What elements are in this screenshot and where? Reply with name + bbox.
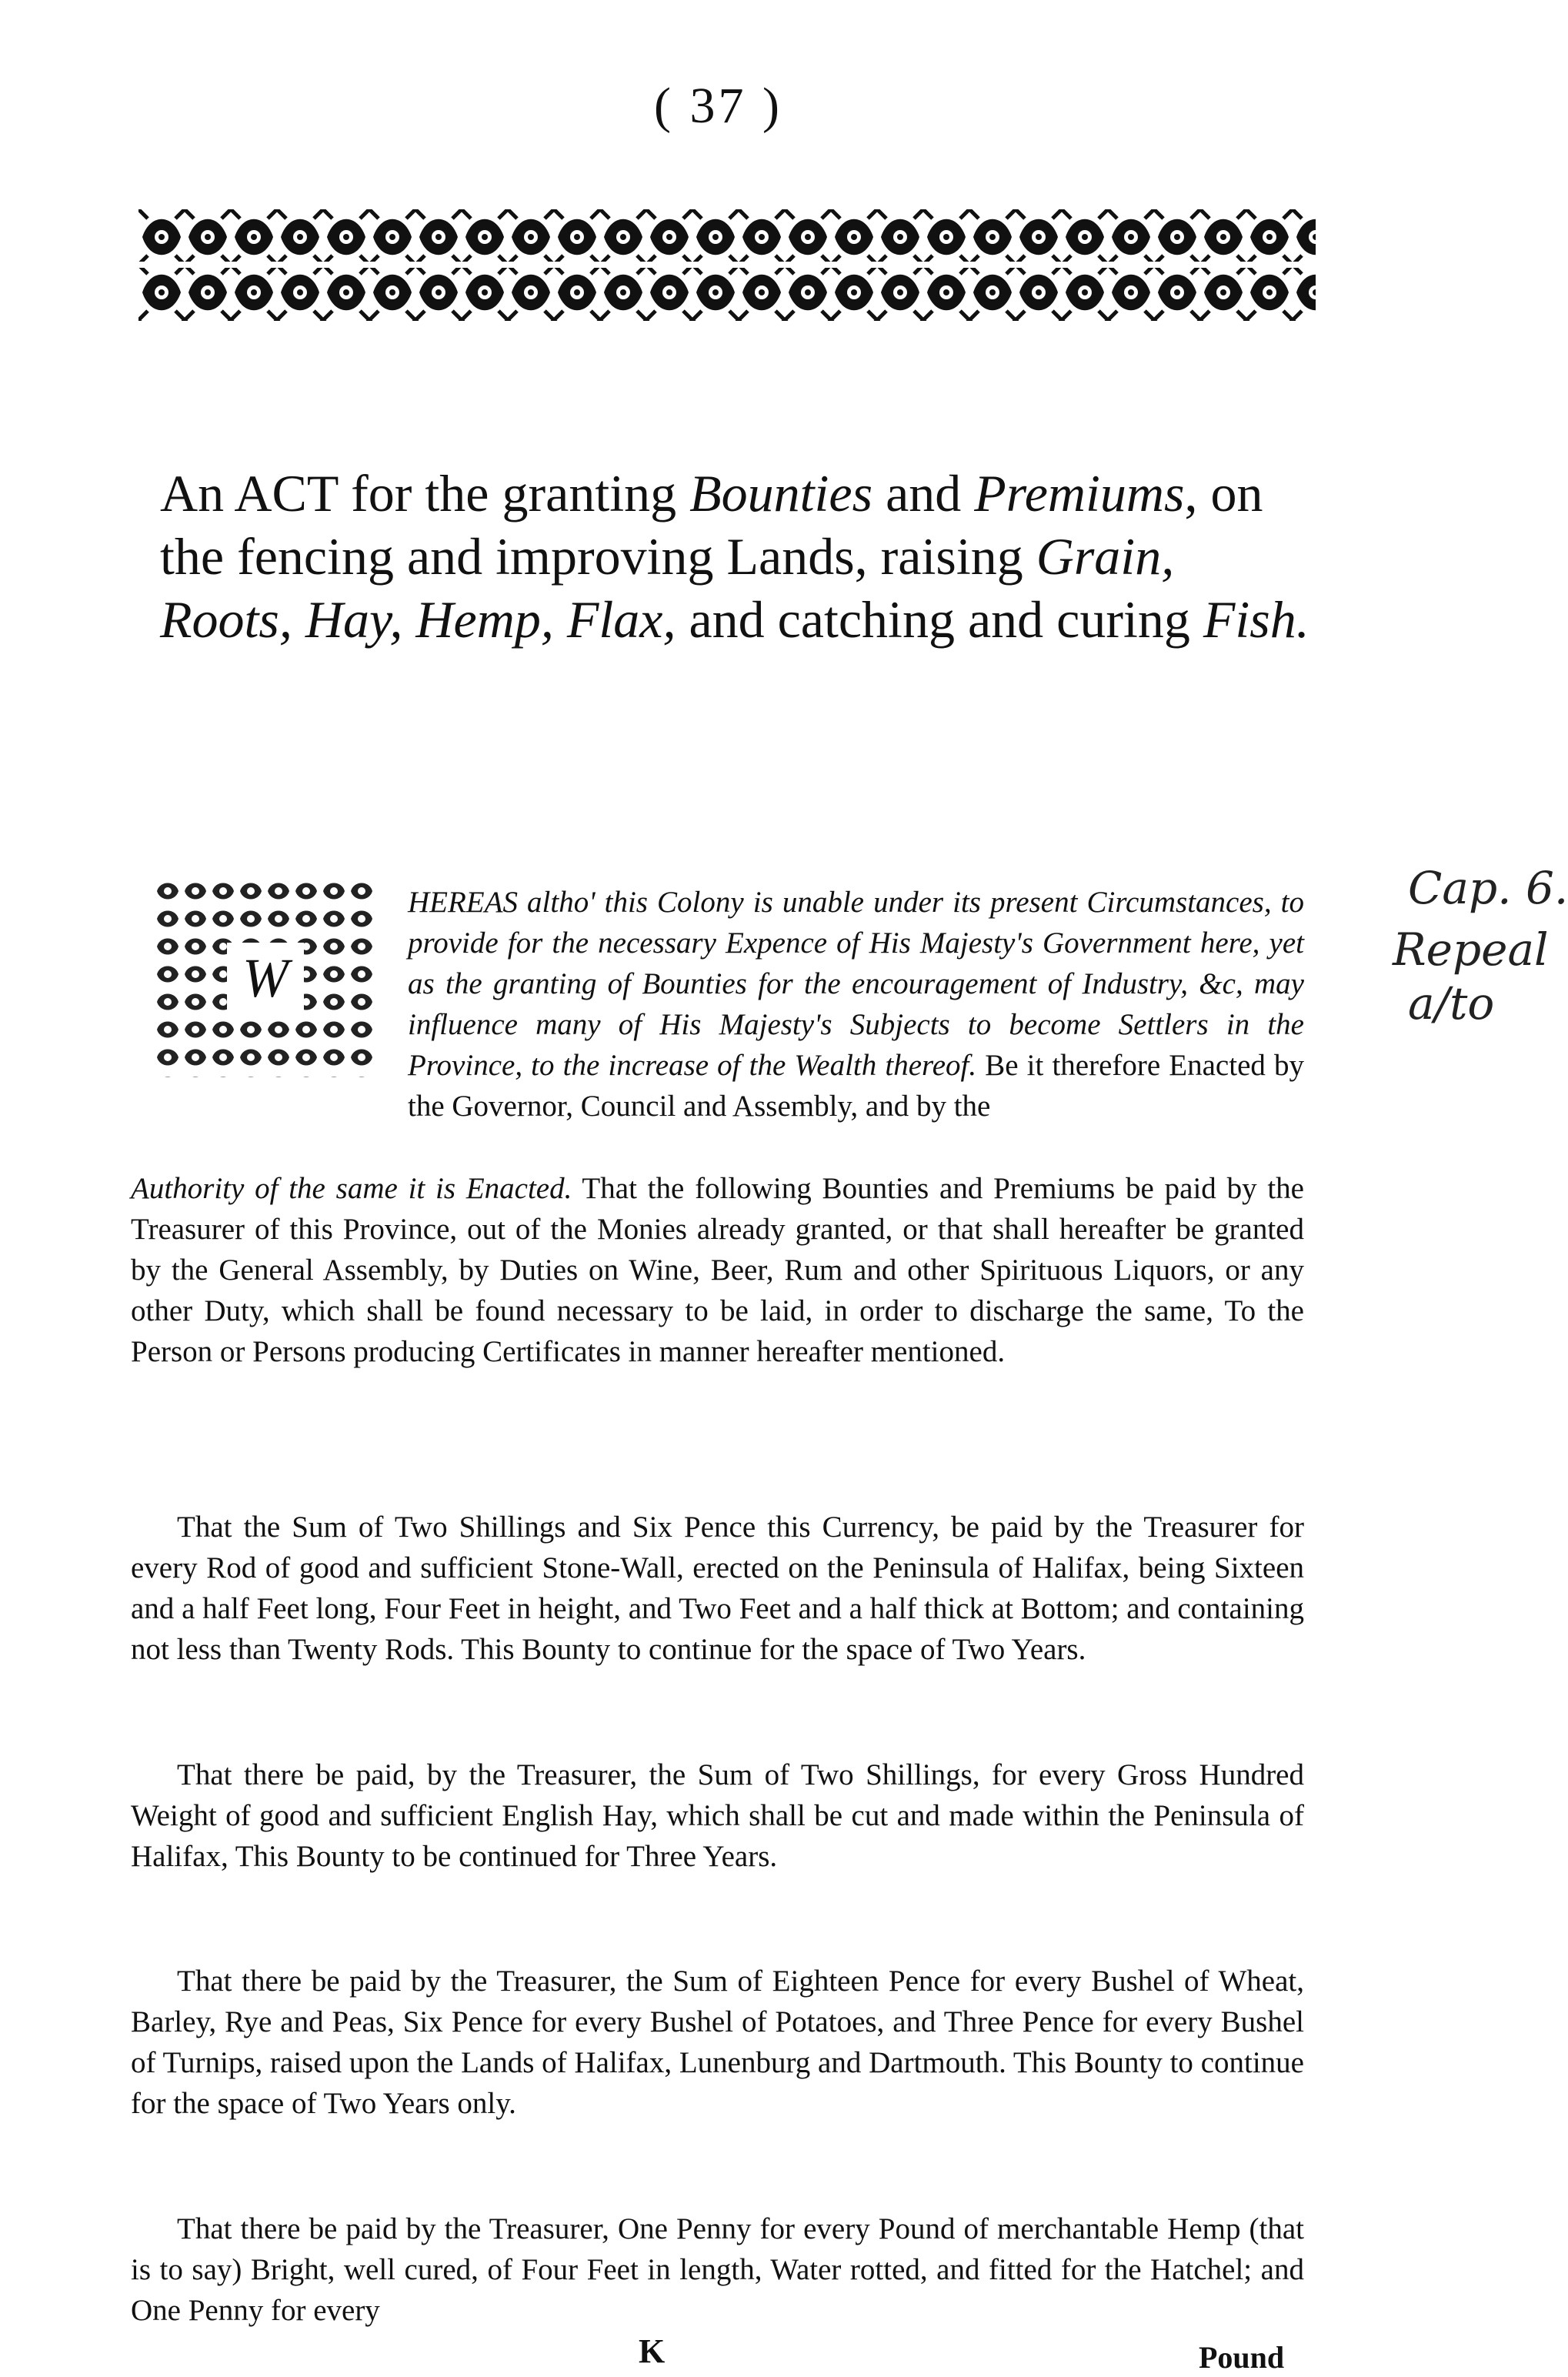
- title-bounties: Bounties: [689, 464, 873, 522]
- title-mid2: , on the fencing and improving Lands, raising: [160, 464, 1263, 586]
- title-lead: An ACT for the granting: [160, 464, 690, 522]
- title-mid1: and: [872, 464, 975, 522]
- title-mid3: and catching and curing: [676, 590, 1203, 649]
- title-fish: Fish.: [1203, 590, 1309, 649]
- ornament-band: [138, 209, 1316, 321]
- dropcap-letter: W: [242, 947, 289, 1009]
- marginal-note-line3: a/to: [1408, 977, 1495, 1030]
- preamble-cont-italic: Authority of the same it is Enacted.: [131, 1172, 572, 1205]
- title-items: Grain, Roots, Hay, Hemp, Flax,: [160, 527, 1175, 649]
- marginal-note-line2: Repeal: [1393, 923, 1549, 976]
- marginal-note: [1377, 862, 1568, 1062]
- preamble-italic: HEREAS altho' this Colony is unable under its present Circumstances, to provide for the necessary Expence of His Majesty's Government here, yet as the granting of Bounties for the encouragement of Industry, &c, may influence many of His Majesty's Subjects to become Settlers in the Province, to the increase of the Wealth thereof.: [408, 886, 1304, 1082]
- preamble-enact: Be it therefore Enacted by the Governor, Council and Assembly, and by the: [408, 1049, 1304, 1123]
- title-premiums: Premiums: [974, 464, 1185, 522]
- signature-mark: K: [639, 2332, 666, 2370]
- preamble-cont-text: That the following Bounties and Premiums be paid by the Treasurer of this Province, out of the Monies already granted, or that shall hereafter be granted by the General Assembly, by Duties on Wine, Beer, Rum and other Spirituous Liquors, or any other Duty, which shall be found necessary to be laid, in order to discharge the same, To the Person or Persons producing Certificates in manner hereafter mentioned.: [131, 1172, 1304, 1368]
- paragraph-hemp: That there be paid by the Treasurer, One Penny for every Pound of merchantable Hemp (that is to say) Bright, well cured, of Four Feet in length, Water rotted, and fitted for the Hatchel; and One Penny for every: [131, 2212, 1304, 2327]
- dropcap-ornament: [154, 877, 377, 1077]
- preamble: [408, 882, 1304, 1127]
- marginal-note-line1: Cap. 6.: [1408, 862, 1568, 914]
- act-title: [160, 462, 1314, 651]
- page-number: ( 37 ): [654, 78, 782, 134]
- paragraph-grain-roots: That there be paid by the Treasurer, the Sum of Eighteen Pence for every Bushel of Wheat, Barley, Rye and Peas, Six Pence for every Bushel of Potatoes, and Three Pence for every Bushel of Turnips, raised upon the Lands of Halifax, Lunenburg and Dartmouth. This Bounty to continue for the space of Two Years only.: [131, 1965, 1304, 2120]
- paragraph-english-hay: That there be paid, by the Treasurer, the Sum of Two Shillings, for every Gross Hundred Weight of good and sufficient English Hay, which shall be cut and made within the Peninsula of Halifax, This Bounty to be continued for Three Years.: [131, 1758, 1304, 1873]
- preamble-continued: [131, 1168, 1304, 1372]
- paragraph-stone-wall: That the Sum of Two Shillings and Six Pence this Currency, be paid by the Treasurer for every Rod of good and sufficient Stone-Wall, erected on the Peninsula of Halifax, being Sixteen and a half Feet long, Four Feet in height, and Two Feet and a half thick at Bottom; and containing not less than Twenty Rods. This Bounty to continue for the space of Two Years.: [131, 1511, 1304, 1666]
- catchword: Pound: [1199, 2340, 1285, 2375]
